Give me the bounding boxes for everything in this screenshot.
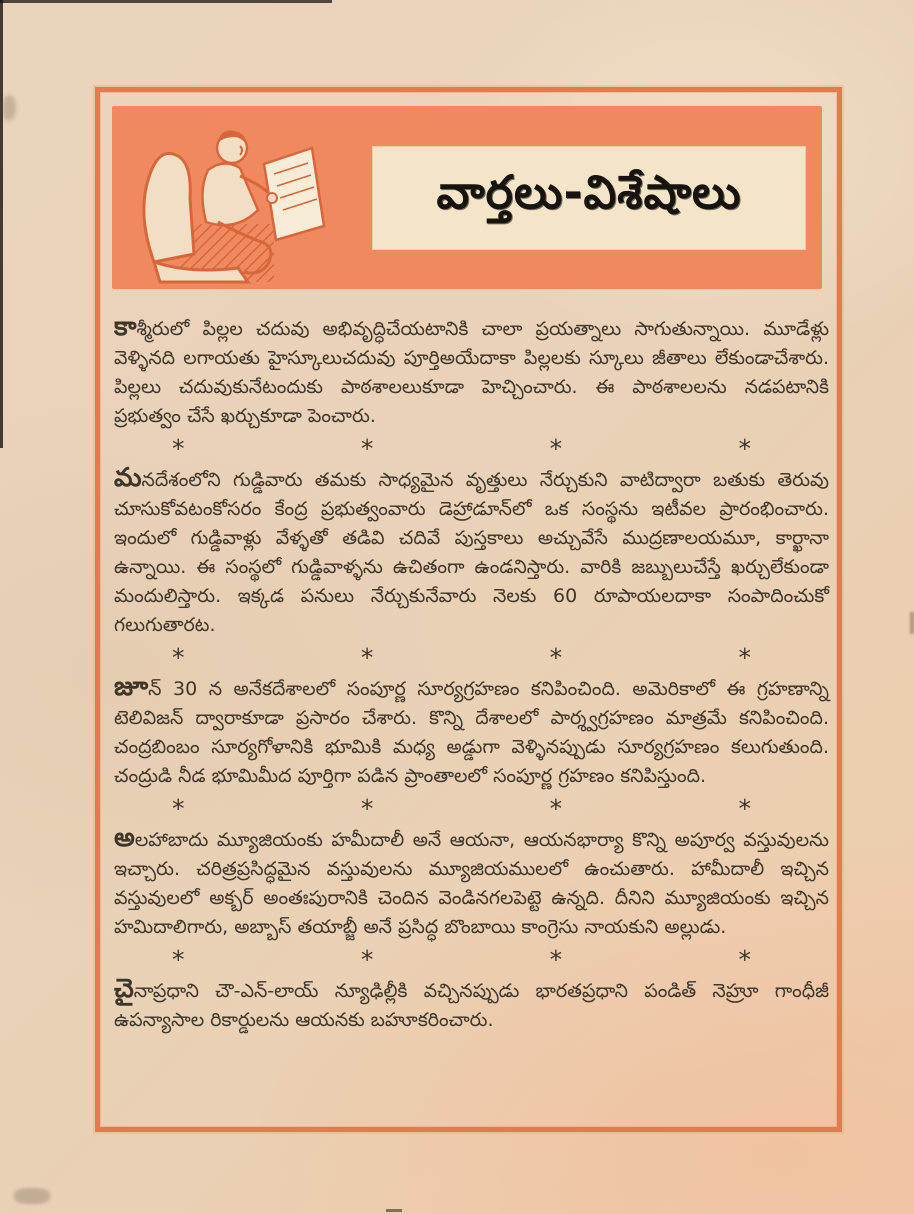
paragraph-lead: అ <box>114 823 135 853</box>
news-paragraph-3 <box>114 674 829 791</box>
asterisk: * <box>360 944 374 974</box>
paragraph-text: లహాబాదు మ్యూజియంకు హమీదాలీ అనే ఆయనా, ఆయనభార్యా కొన్ని అపూర్వ వస్తువులను ఇచ్చారు. చరిత్రప్రసిద్ధమైన వస్తువులను మ్యూజియములలో ఉంచుతారు. హామీదాలీ ఇచ్చిన వస్తువులలో అక్బర్ అంతఃపురానికి చెందిన వెండినగలపెట్టె ఉన్నది. దీనిని మ్యూజియంకు ఇచ్చిన హమిదాలిగారు, అబ్బాస్ తయాబ్జీ అనే ప్రసిద్ధ బొంబాయి కాంగ్రెసు నాయకుని అల్లుడు. <box>114 829 829 938</box>
paragraph-lead: చై <box>114 974 134 1004</box>
asterisk-separator <box>114 791 829 825</box>
news-paragraph-5 <box>114 976 829 1035</box>
paragraph-text: న్ 30 న అనేకదేశాలలో సంపూర్ణ సూర్యగ్రహణం కనిపించింది. అమెరికాలో ఈ గ్రహణాన్ని టెలివిజన్ ద్వారాకూడా ప్రసారం చేశారు. కొన్ని దేశాలలో పార్శ్వగ్రహణం మాత్రమే కనిపించింది. చంద్రబింబం సూర్యగోళానికి భూమికి మధ్య అడ్డుగా వెళ్ళినప్పుడు సూర్యగ్రహణం కలుగుతుంది. చంద్రుడి నీడ భూమిమీద పూర్తిగా పడిన ప్రాంతాలలో సంపూర్ణ గ్రహణం కనిపిస్తుంది. <box>114 678 829 787</box>
asterisk-separator <box>114 942 829 976</box>
asterisk: * <box>172 944 185 974</box>
page-border-frame <box>95 87 842 1132</box>
scan-smudge <box>2 95 16 121</box>
asterisk: * <box>172 642 185 672</box>
scan-edge-artifact-top <box>0 0 332 3</box>
asterisk: * <box>172 433 185 463</box>
asterisk: * <box>360 793 374 823</box>
asterisk-separator <box>114 431 829 465</box>
article-content <box>114 314 829 1035</box>
page-title: వార్తలు-విశేషాలు <box>436 164 742 219</box>
news-banner <box>112 106 822 289</box>
asterisk: * <box>549 793 563 823</box>
paragraph-lead: జూ <box>114 672 149 702</box>
asterisk: * <box>360 433 374 463</box>
paragraph-text: నాప్రధాని చౌ-ఎన్-లాయ్ న్యూఢిల్లీకి వచ్చినప్పుడు భారతప్రధాని పండిత్ నెహ్రూ గాంధీజీ ఉపన్యాసాల రికార్డులను ఆయనకు బహూకరించారు. <box>114 980 829 1031</box>
news-paragraph-2 <box>114 465 829 640</box>
asterisk: * <box>738 793 751 823</box>
asterisk: * <box>738 433 751 463</box>
scan-edge-artifact-right <box>910 612 914 634</box>
news-paragraph-4 <box>114 825 829 942</box>
scan-edge-artifact-left <box>0 0 3 448</box>
asterisk: * <box>360 642 374 672</box>
news-paragraph-1 <box>114 314 829 431</box>
paragraph-lead: కా <box>114 312 137 342</box>
asterisk: * <box>549 433 563 463</box>
asterisk: * <box>738 944 751 974</box>
man-reading-newspaper-illustration <box>120 112 372 284</box>
banner-title-panel <box>372 146 806 250</box>
asterisk: * <box>549 944 563 974</box>
scan-smudge <box>14 1188 50 1204</box>
asterisk: * <box>549 642 563 672</box>
asterisk: * <box>172 793 185 823</box>
asterisk: * <box>738 642 751 672</box>
paragraph-text: శ్మీరులో పిల్లల చదువు అభివృద్ధిచేయటానికి చాలా ప్రయత్నాలు సాగుతున్నాయి. మూడేళ్లు వెళ్ళినది లగాయతు హైస్కూలుచదువు పూర్తిఅయేదాకా పిల్లలకు స్కూలు జీతాలు లేకుండాచేశారు. పిల్లలు చదువుకునేటందుకు పాఠశాలలుకూడా హెచ్చించారు. ఈ పాఠశాలలను నడపటానికి ప్రభుత్వం చేసే ఖర్చుకూడా పెంచారు. <box>114 318 829 427</box>
asterisk-separator <box>114 640 829 674</box>
scan-edge-artifact-bottom <box>386 1209 402 1212</box>
paragraph-text: నదేశంలోని గుడ్డివారు తమకు సాధ్యమైన వృత్తులు నేర్చుకుని వాటిద్వారా బతుకు తెరువు చూసుకోవటంకోసరం కేంద్ర ప్రభుత్వంవారు డెహ్రాడూన్‌లో ఒక సంస్థను ఇటీవల ప్రారంభించారు. ఇందులో గుడ్డివాళ్లు వేళ్ళతో తడివి చదివే పుస్తకాలు అచ్చువేసే ముద్రణాలయమూ, కార్ఖానా ఉన్నాయి. ఈ సంస్థలో గుడ్డివాళ్ళను ఉచితంగా ఉండనిస్తారు. వారికి జబ్బులుచేస్తే ఖర్చులేకుండా మందులిస్తారు. ఇక్కడ పనులు నేర్చుకునేవారు నెలకు 60 రూపాయలదాకా సంపాదించుకో గలుగుతారట. <box>114 469 829 636</box>
paragraph-lead: మ <box>114 463 142 493</box>
